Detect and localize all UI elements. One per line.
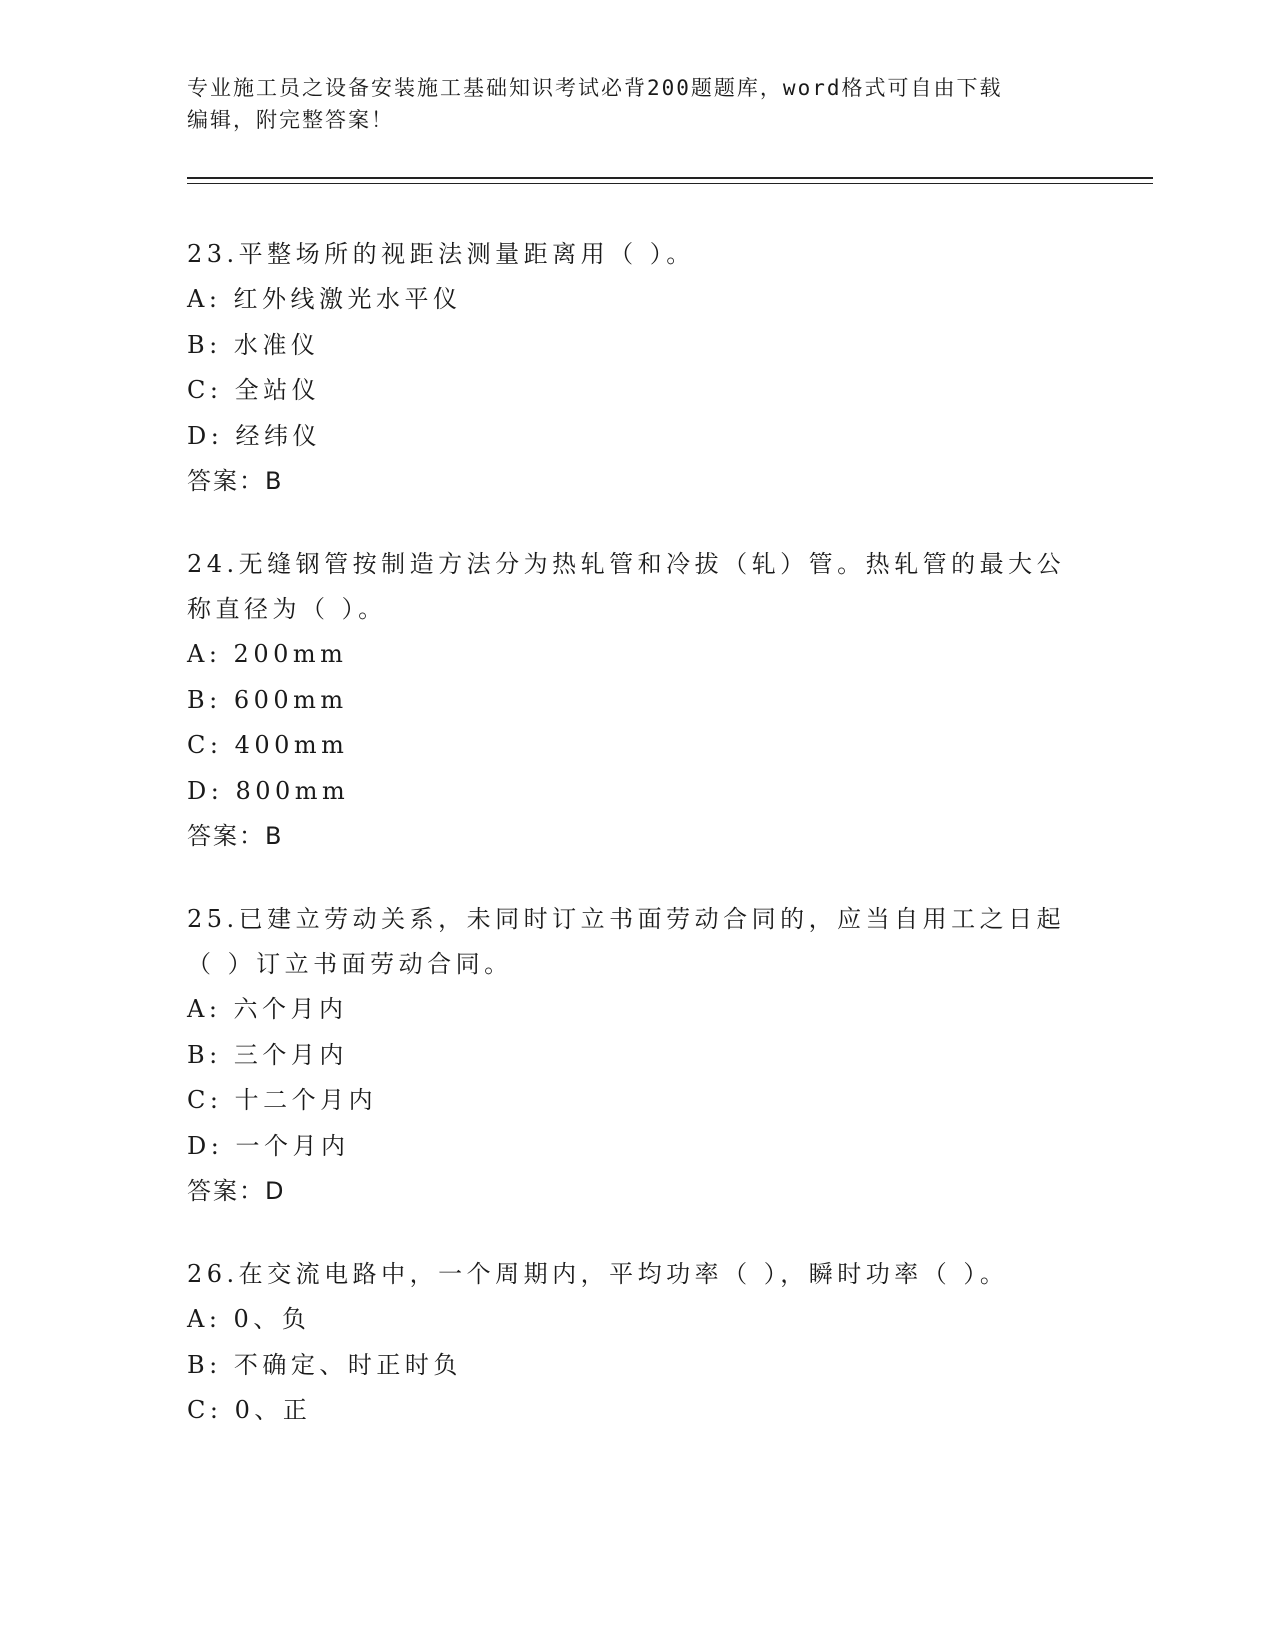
- question-text-cont: 称直径为（ ）。: [187, 595, 387, 623]
- header-rule-top: [187, 177, 1153, 179]
- option-b: B: 水准仪: [187, 330, 320, 359]
- answer: 答案：B: [187, 822, 284, 850]
- option-c: C: 400mm: [187, 731, 349, 759]
- document-header: [187, 72, 1087, 136]
- question-24: [187, 542, 1087, 859]
- question-list: [187, 232, 1087, 1472]
- question-text-cont: （ ）订立书面劳动合同。: [187, 950, 513, 978]
- option-a: A: 六个月内: [187, 995, 348, 1023]
- header-rule-bottom: [187, 183, 1153, 184]
- question-25: [187, 897, 1087, 1214]
- option-a: A: 0、负: [187, 1305, 311, 1333]
- answer: 答案：B: [187, 467, 284, 495]
- option-c: C: 0、正: [187, 1396, 312, 1424]
- answer: 答案：D: [187, 1177, 286, 1205]
- header-line-1: 专业施工员之设备安装施工基础知识考试必背200题题库，word格式可自由下载: [187, 76, 1003, 100]
- option-c: C: 全站仪: [187, 376, 321, 404]
- option-c: C: 十二个月内: [187, 1086, 378, 1114]
- option-d: D: 经纬仪: [187, 421, 321, 450]
- option-a: A: 红外线激光水平仪: [187, 285, 462, 313]
- option-a: A: 200mm: [187, 640, 348, 668]
- question-text: 25.已建立劳动关系，未同时订立书面劳动合同的，应当自用工之日起: [187, 905, 1066, 933]
- option-d: D: 一个月内: [187, 1131, 350, 1160]
- question-26: [187, 1252, 1087, 1434]
- option-b: B: 600mm: [187, 685, 348, 714]
- option-d: D: 800mm: [187, 776, 350, 805]
- option-b: B: 不确定、时正时负: [187, 1350, 462, 1379]
- question-23: [187, 232, 1087, 504]
- header-line-2: 编辑，附完整答案！: [187, 108, 394, 132]
- option-b: B: 三个月内: [187, 1040, 348, 1069]
- question-text: 23.平整场所的视距法测量距离用（ ）。: [187, 240, 695, 268]
- question-text: 24.无缝钢管按制造方法分为热轧管和冷拔（轧）管。热轧管的最大公: [187, 550, 1066, 578]
- question-text: 26.在交流电路中，一个周期内，平均功率（ ），瞬时功率（ ）。: [187, 1260, 1009, 1288]
